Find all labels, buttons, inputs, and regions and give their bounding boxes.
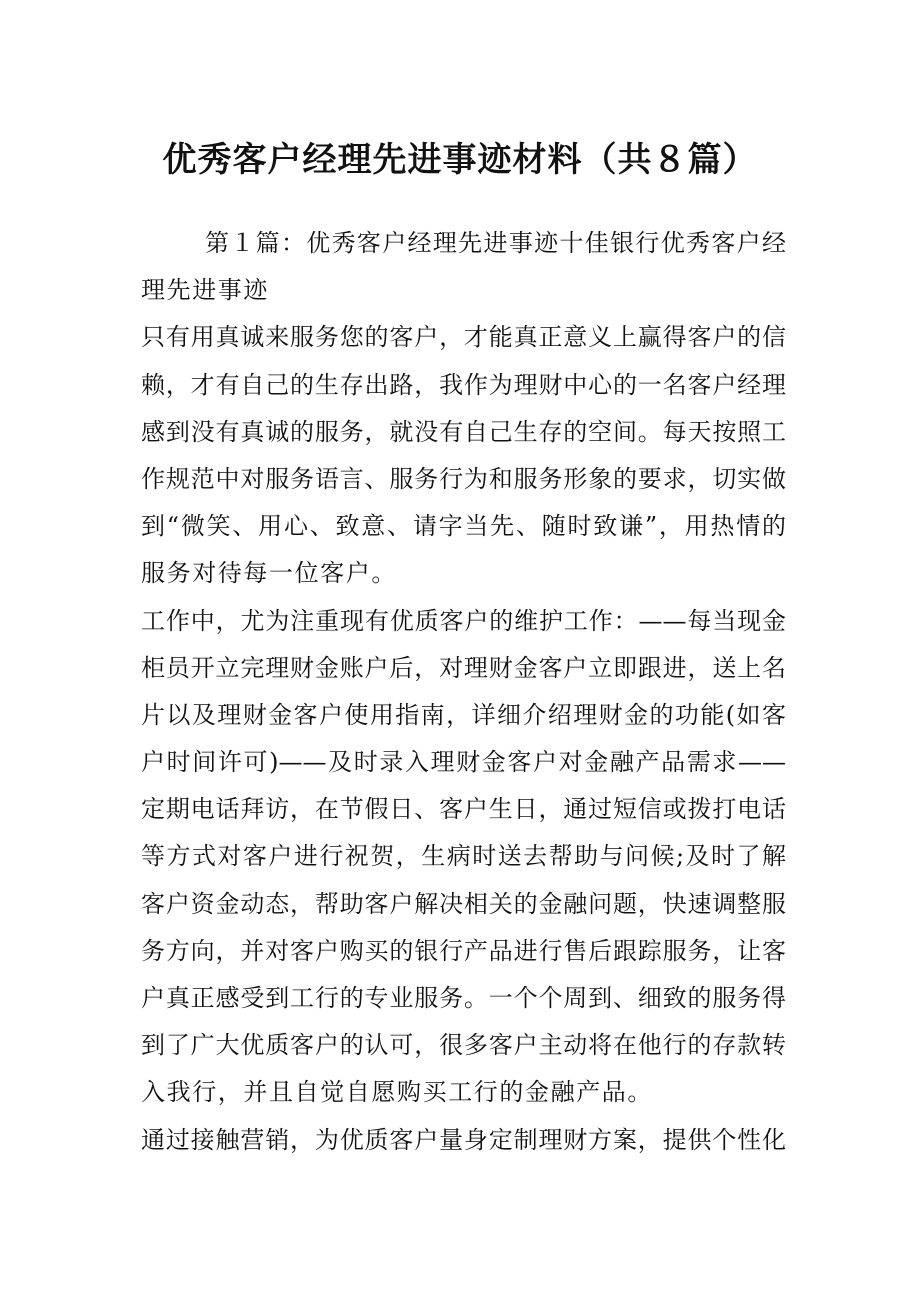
text-line: 到“微笑、用心、致意、请字当先、随时致谦”，用热情的: [141, 512, 786, 541]
text-line: 户时间许可)——及时录入理财金客户对金融产品需求——: [141, 748, 786, 777]
text-line: 只有用真诚来服务您的客户，才能真正意义上赢得客户的信: [141, 323, 786, 352]
text-line: 到了广大优质客户的认可，很多客户主动将在他行的存款转: [141, 1031, 786, 1060]
text-line: 通过接触营销，为优质客户量身定制理财方案，提供个性化: [141, 1125, 786, 1154]
document-body: [141, 220, 786, 1164]
paragraph: [141, 314, 786, 597]
text-line: 入我行，并且自觉自愿购买工行的金融产品。: [141, 1078, 653, 1107]
text-line: 户真正感受到工行的专业服务。一个个周到、细致的服务得: [141, 984, 786, 1012]
text-line: 理先进事迹: [141, 276, 269, 305]
text-line: 感到没有真诚的服务，就没有自己生存的空间。每天按照工: [141, 417, 786, 446]
text-line: 赖，才有自己的生存出路，我作为理财中心的一名客户经理: [141, 370, 786, 399]
text-line: 片以及理财金客户使用指南，详细介绍理财金的功能(如客: [141, 700, 786, 729]
document-title: 优秀客户经理先进事迹材料（共８篇）: [162, 140, 758, 180]
paragraph: [141, 1117, 786, 1164]
text-line: 务方向，并对客户购买的银行产品进行售后跟踪服务，让客: [141, 936, 786, 965]
text-line: 等方式对客户进行祝贺，生病时送去帮助与问候;及时了解: [141, 842, 786, 871]
text-line: 客户资金动态，帮助客户解决相关的金融问题，快速调整服: [141, 889, 786, 918]
text-line: 作规范中对服务语言、服务行为和服务形象的要求，切实做: [141, 464, 786, 493]
paragraph: [141, 598, 786, 1117]
text-line: 第１篇：优秀客户经理先进事迹十佳银行优秀客户经: [205, 229, 786, 257]
paragraph: [141, 220, 786, 314]
text-line: 柜员开立完理财金账户后，对理财金客户立即跟进，送上名: [141, 653, 786, 682]
text-line: 定期电话拜访，在节假日、客户生日，通过短信或拨打电话: [141, 795, 786, 824]
text-line: 工作中，尤为注重现有优质客户的维护工作：——每当现金: [141, 606, 786, 635]
text-line: 服务对待每一位客户。: [141, 559, 397, 588]
